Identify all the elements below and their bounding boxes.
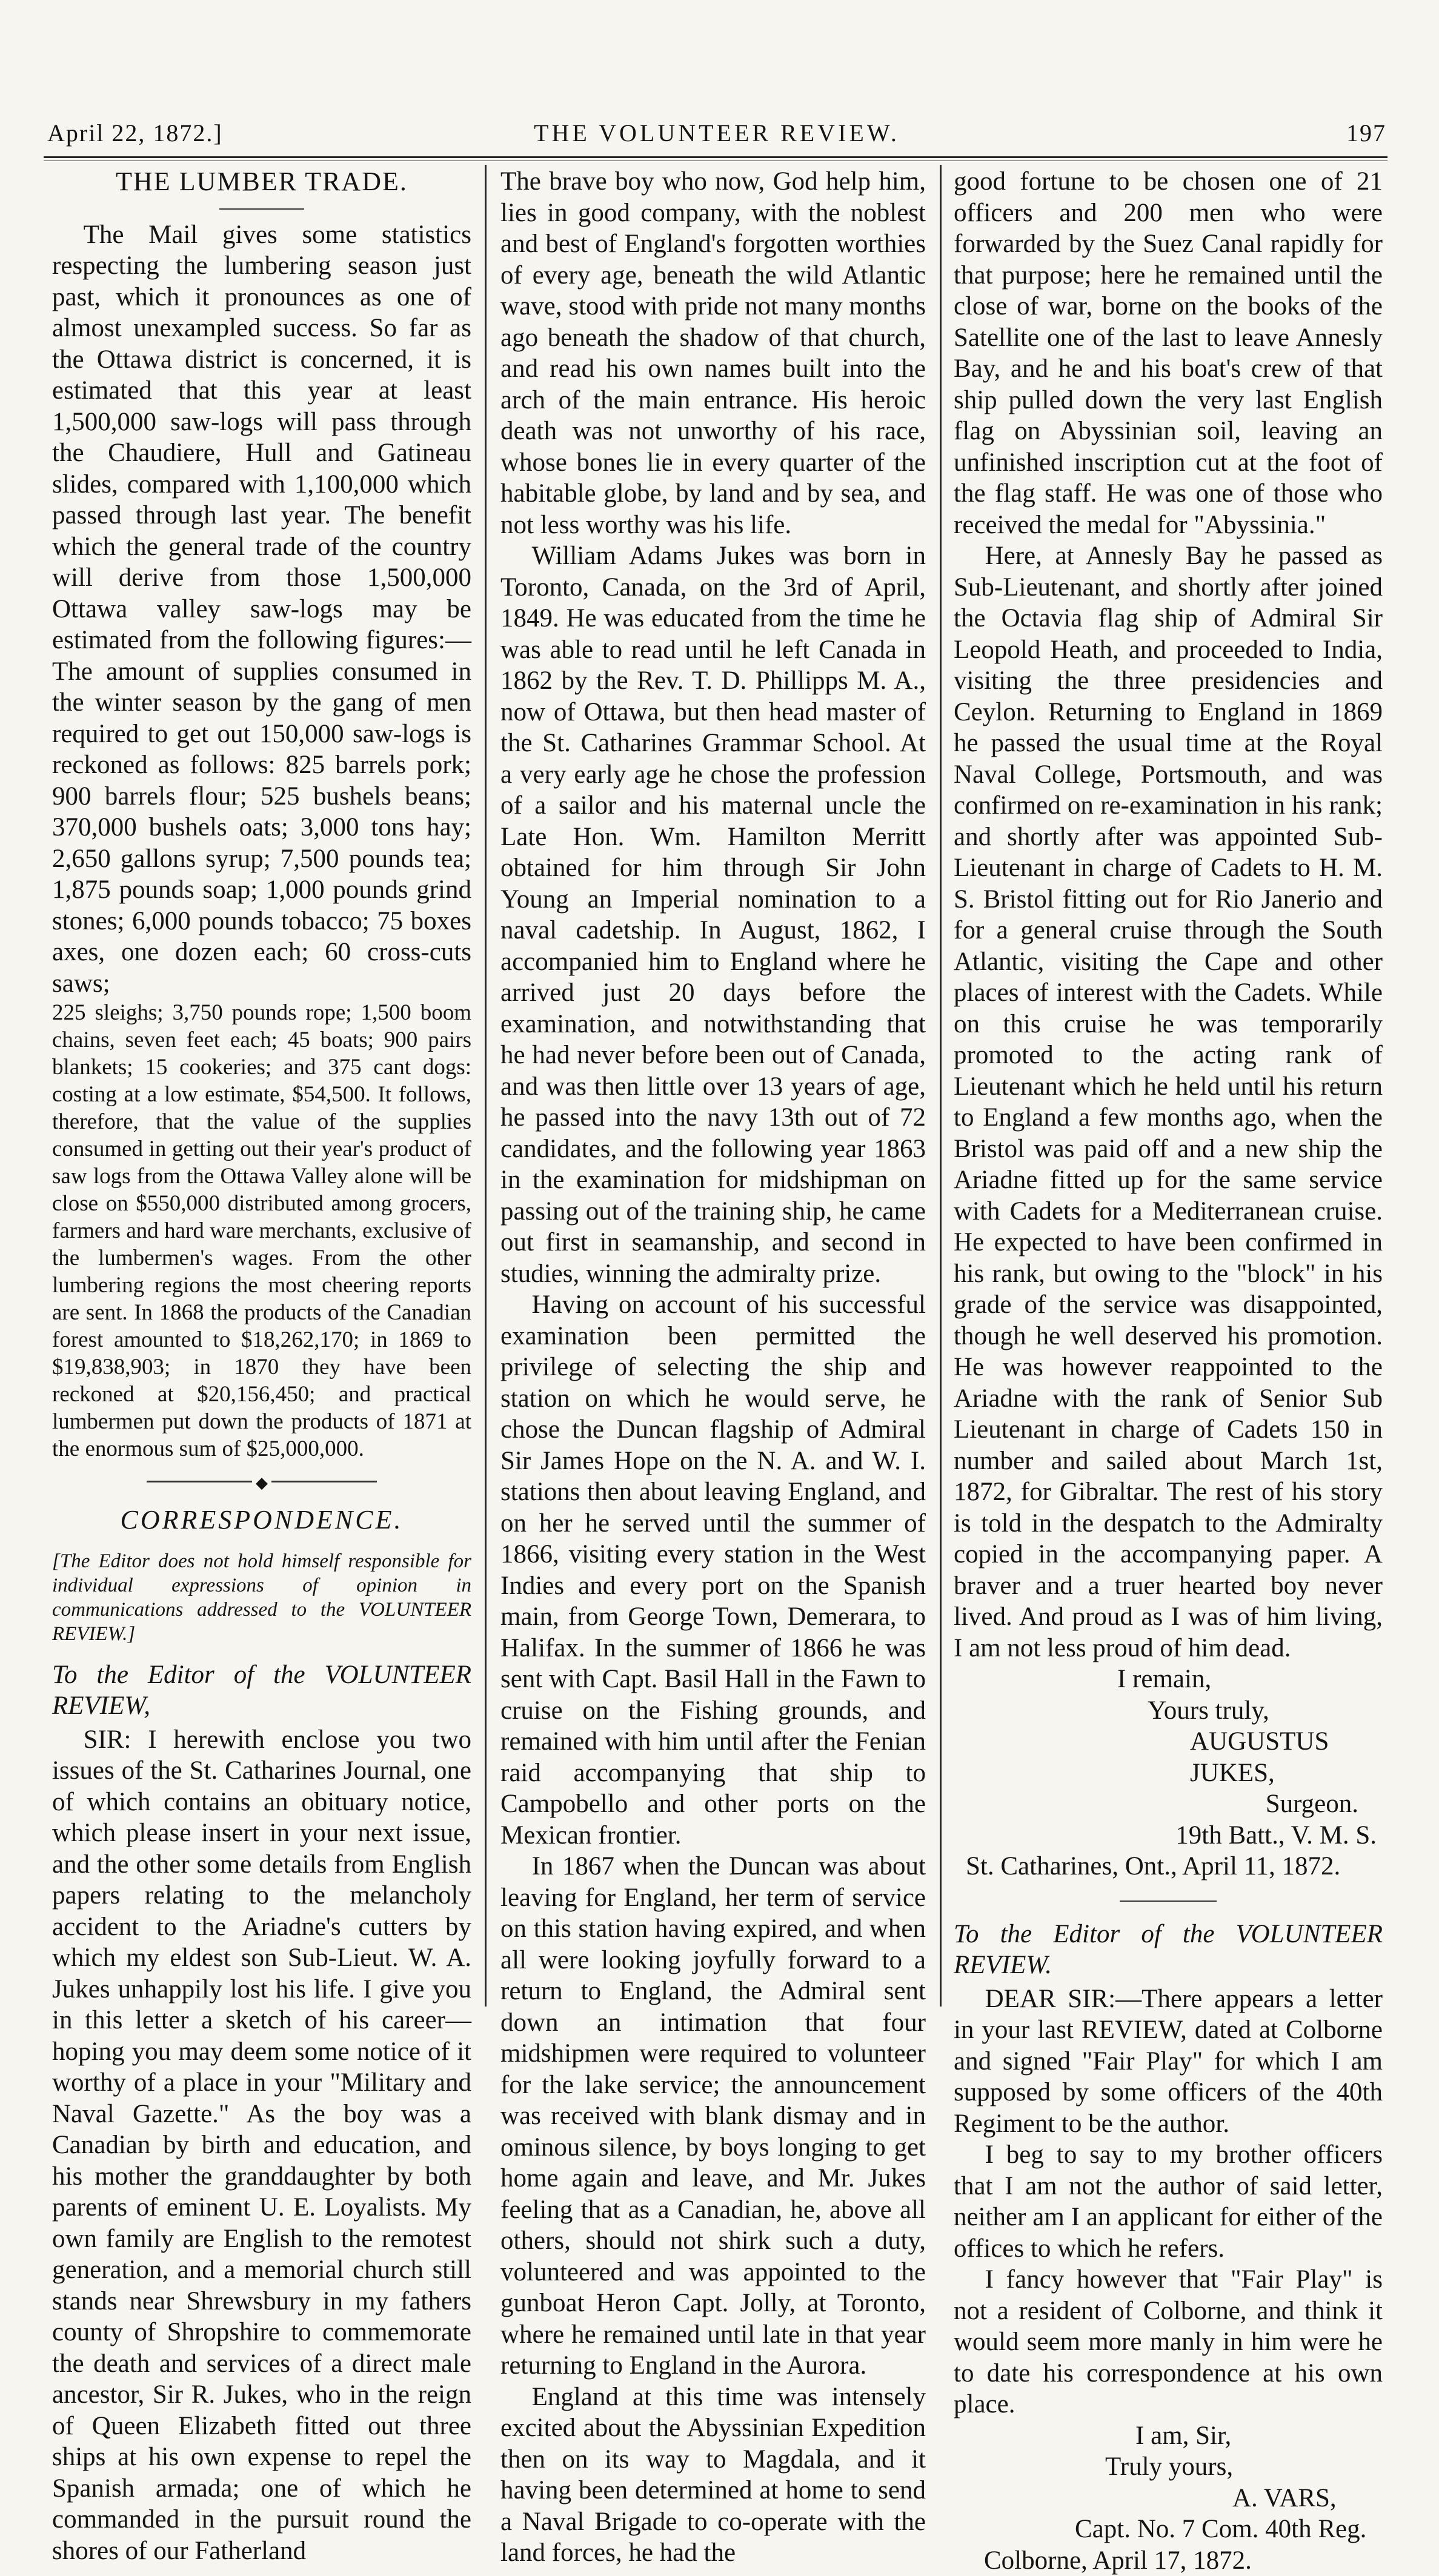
column-2 [500,166,926,2014]
closing-line: I remain, [954,1664,1383,1695]
place-date: Colborne, April 17, 1872. [954,2545,1383,2576]
lumber-paragraph-small: 225 sleighs; 3,750 pounds rope; 1,500 boom chains, seven feet each; 45 boats; 900 pairs blankets; 15 cookeries; and 375 cant dogs: costing at a low estimate, $54,500. It follows, therefore, that the value of the supplies consumed in getting out their year's product of saw logs from the Ottawa Valley alone will be close on $550,000 distributed among grocers, farmers and hard ware merchants, exclusive of the lumbermen's wages. From the other lumbering regions the most cheering reports are sent. In 1868 the products of the Canadian forest amounted to $18,262,170; in 1869 to $19,838,903; in 1870 they have been reckoned at $20,156,450; and practical lumbermen put down the products of 1871 at the enormous sum of $25,000,000. [52,999,471,1462]
closing-line: I am, Sir, [954,2420,1383,2452]
letter-paragraph: DEAR SIR:—There appears a letter in your last REVIEW, dated at Colborne and signed "Fair Play" for which I am supposed by some officers of the 40th Regiment to be the author. [954,1983,1383,2140]
signature-name: A. VARS, [954,2483,1383,2514]
header-rule [44,156,1387,158]
column-3 [954,166,1383,2014]
letter-paragraph: I beg to say to my brother officers that I am not the author of said letter, neither am I an applicant for either of the offices to which he refers. [954,2139,1383,2264]
letter-paragraph: In 1867 when the Duncan was about leaving for England, her term of service on this station having expired, and when all were looking joyfully forward to a return to England, the Admiral sent down an intimation that four midshipmen were required to volunteer for the lake service; the announcement was received with blank dismay and in ominous silence, by boys longing to get home again and leave, and Mr. Jukes feeling that as a Canadian, he, above all others, should not shirk such a duty, volunteered and was appointed to the gunboat Heron Capt. Jolly, at Toronto, where he remained until late in that year returning to England in the Aurora. [500,1851,926,2382]
lumber-paragraph: The Mail gives some statistics respecting the lumbering season just past, which it pronounces as one of almost unexampled success. So far as the Ottawa district is concerned, it is estimated that this year at least 1,500,000 saw-logs will pass through the Chaudiere, Hull and Gatineau slides, compared with 1,100,000 which passed through last year. The benefit which the general trade of the country will derive from those 1,500,000 Ottawa valley saw-logs may be estimated from the following figures:—The amount of supplies consumed in the winter season by the gang of men required to get out 150,000 saw-logs is reckoned as follows: 825 barrels pork; 900 barrels flour; 525 bushels beans; 370,000 bushels oats; 3,000 tons hay; 2,650 gallons syrup; 7,500 pounds tea; 1,875 pounds soap; 1,000 pounds grind stones; 6,000 pounds tobacco; 75 boxes axes, one dozen each; 60 cross-cuts saws; [52,219,471,1000]
letter-paragraph: Here, at Annesly Bay he passed as Sub-Lieutenant, and shortly after joined the Octavia flag ship of Admiral Sir Leopold Heath, and proceeded to India, visiting the three presidencies and Ceylon. Returning to England in 1869 he passed the usual time at the Royal Naval College, Portsmouth, and was confirmed on re-examination in his rank; and shortly after was appointed Sub-Lieutenant in charge of Cadets to H. M. S. Bristol fitting out for Rio Janerio and for a general cruise through the South Atlantic, visiting the Cape and other places of interest with the Cadets. While on this cruise he was temporarily promoted to the acting rank of Lieutenant which he held until his return to England a few months ago, when the Bristol was paid off and a new ship the Ariadne fitted up for the same service with Cadets for a Mediterranean cruise. He expected to have been confirmed in his rank, but owing to the "block" in his grade of the service was disappointed, though he well deserved his promotion. He was however reappointed to the Ariadne with the rank of Senior Sub Lieutenant in charge of Cadets 150 in number and sailed about March 1st, 1872, for Gibraltar. The rest of his story is told in the despatch to the Admiralty copied in the accompanying paper. A braver and a truer hearted boy never lived. And proud as I was of him living, I am not less proud of him dead. [954,540,1383,1664]
letter-paragraph: I fancy however that "Fair Play" is not a resident of Colborne, and think it would seem more manly in him were he to date his correspondence at his own place. [954,2264,1383,2420]
page-number: 197 [1346,119,1386,147]
signature-title: Surgeon. [954,1788,1383,1820]
newspaper-title: THE VOLUNTEER REVIEW. [47,119,1386,147]
editor-disclaimer: [The Editor does not hold himself responsible for individual expressions of opinion in communications addressed to the VOLUNTEER REVIEW.] [52,1549,471,1646]
column-divider-2 [940,165,942,2007]
title-rule [219,208,304,210]
letter-paragraph: England at this time was intensely excited about the Abyssinian Expedition then on its way to Magdala, and it having been determined at home to send a Naval Brigade to co-operate with the land forces, he had the [500,2382,926,2569]
place-date: St. Catharines, Ont., April 11, 1872. [954,1851,1383,1882]
correspondence-title: CORRESPONDENCE. [52,1504,471,1536]
letter-paragraph: William Adams Jukes was born in Toronto, Canada, on the 3rd of April, 1849. He was educated from the time he was able to read until he left Canada in 1862 by the Rev. T. D. Phillipps M. A., now of Ottawa, but then head master of the St. Catharines Grammar School. At a very early age he chose the profession of a sailor and his maternal uncle the Late Hon. Wm. Hamilton Merritt obtained for him through Sir John Young an Imperial nomination to a naval cadetship. In August, 1862, I accompanied him to England where he arrived just 20 days before the examination, and notwithstanding that he had never before been out of Canada, and was then little over 13 years of age, he passed into the navy 13th out of 72 candidates, and the following year 1863 in the examination for midshipman on passing out of the training ship, he came out first in seamanship, and second in studies, winning the admiralty prize. [500,540,926,1289]
column-divider-1 [485,165,487,2007]
signature-unit: 19th Batt., V. M. S. [954,1820,1383,1851]
letter-paragraph: good fortune to be chosen one of 21 officers and 200 men who were forwarded by the Suez Canal rapidly for that purpose; here he remained until the close of war, borne on the books of the Satellite one of the last to leave Annesly Bay, and he and his boat's crew of that ship pulled down the very last English flag on Abyssinian soil, leaving an unfinished inscription cut at the foot of the flag staff. He was one of those who received the medal for "Abyssinia." [954,166,1383,540]
letter-paragraph: Having on account of his successful examination been permitted the privilege of selecting the ship and station on which he would serve, he chose the Duncan flagship of Admiral Sir James Hope on the N. A. and W. I. stations then about leaving England, and on her he served until the summer of 1866, visiting every station in the West Indies and every port on the Spanish main, from George Town, Demerara, to Halifax. In the summer of 1866 he was sent with Capt. Basil Hall in the Fawn to cruise on the Fishing grounds, and remained with him until after the Fenian raid accompanying that ship to Campobello and other ports on the Mexican frontier. [500,1289,926,1851]
letter-separator [1120,1900,1217,1902]
running-header [47,119,1386,155]
column-1 [52,166,471,2014]
issue-date: April 22, 1872.] [47,119,223,147]
letter-salutation: To the Editor of the VOLUNTEER REVIEW. [954,1919,1383,1981]
closing-line: Truly yours, [954,2451,1383,2483]
lumber-trade-title: THE LUMBER TRADE. [52,166,471,198]
signature-name: AUGUSTUS JUKES, [954,1726,1383,1788]
letter-paragraph: The brave boy who now, God help him, lies in good company, with the noblest and best of England's forgotten worthies of every age, beneath the wild Atlantic wave, stood with pride not many months ago beneath the shadow of that church, and read his own names built into the arch of the main entrance. His heroic death was not unworthy of his race, whose bones lie in every quarter of the habitable globe, by land and by sea, and not less worthy was his life. [500,166,926,540]
signature-title: Capt. No. 7 Com. 40th Reg. [954,2514,1383,2545]
section-ornament [147,1481,377,1484]
closing-line: Yours truly, [954,1695,1383,1727]
letter-paragraph: SIR: I herewith enclose you two issues of the St. Catharines Journal, one of which contains an obituary notice, which please insert in your next issue, and the other some details from English papers relating to the melancholy accident to the Ariadne's cutters by which my eldest son Sub-Lieut. W. A. Jukes unhappily lost his life. I give you in this letter a sketch of his career—hoping you may deem some notice of it worthy of a place in your "Military and Naval Gazette." As the boy was a Canadian by birth and education, and his mother the granddaughter by both parents of eminent U. E. Loyalists. My own family are English to the remotest generation, and a memorial church still stands near Shrewsbury in my fathers county of Shropshire to commemorate the death and services of a direct male ancestor, Sir R. Jukes, who in the reign of Queen Elizabeth fitted out three ships at his own expense to repel the Spanish armada; one of which he commanded in the pursuit round the shores of our Fatherland [52,1724,471,2567]
letter-salutation: To the Editor of the VOLUNTEER REVIEW, [52,1659,471,1722]
